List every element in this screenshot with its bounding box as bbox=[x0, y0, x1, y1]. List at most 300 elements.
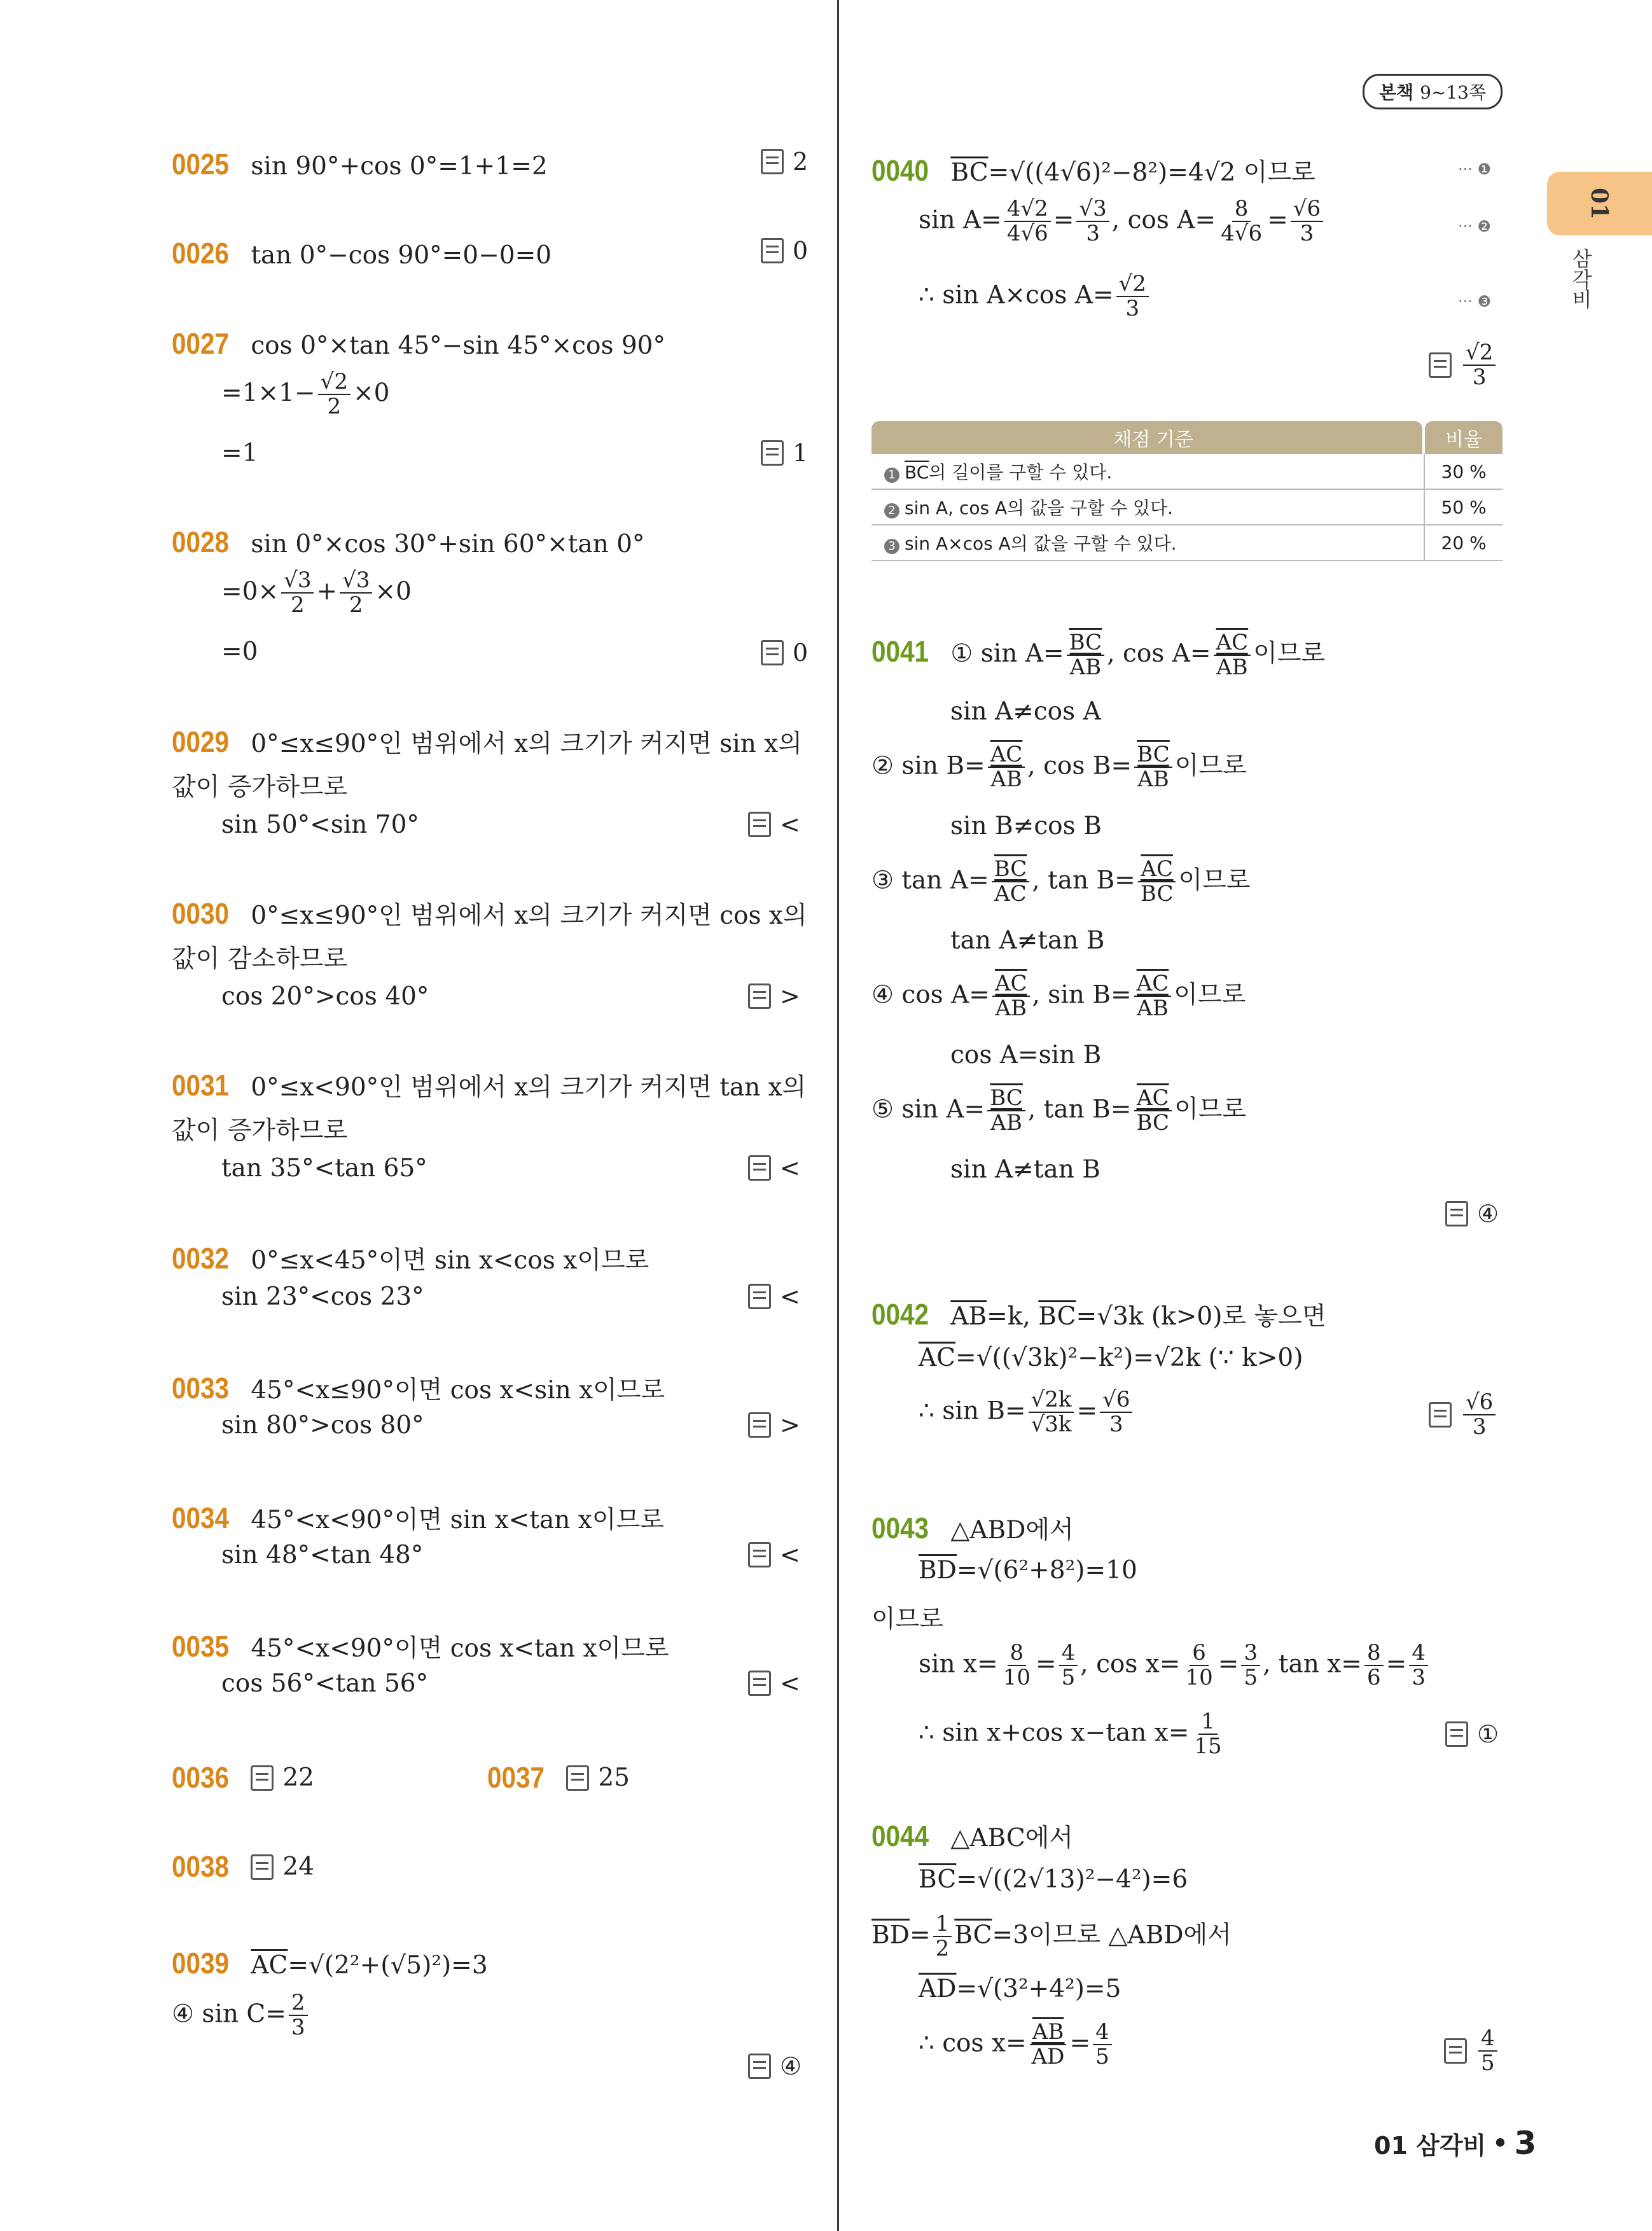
chapter-tab-title: 삼각비 bbox=[1569, 248, 1593, 309]
fraction bbox=[1134, 1087, 1172, 1136]
denominator: AC bbox=[994, 881, 1027, 907]
text: , cos B= bbox=[1027, 751, 1132, 781]
answer-0040 bbox=[1429, 341, 1498, 390]
denominator: 3 bbox=[1125, 296, 1140, 322]
answer-value: 1 bbox=[793, 439, 809, 467]
fraction bbox=[1138, 858, 1176, 907]
denominator: 3 bbox=[1109, 1412, 1123, 1438]
answer-value: > bbox=[780, 1411, 800, 1439]
text: = bbox=[1076, 1396, 1098, 1426]
text: , cos x= bbox=[1080, 1650, 1181, 1679]
problem-number: 0028 bbox=[172, 525, 230, 559]
text: △ABC에서 bbox=[950, 1824, 1074, 1852]
solution-line: sin A≠tan B bbox=[950, 1155, 1100, 1184]
problem-number: 0032 bbox=[172, 1242, 230, 1275]
answer-icon bbox=[748, 1155, 771, 1181]
solution-line bbox=[871, 1087, 1246, 1136]
solution-line: cos A=sin B bbox=[950, 1041, 1102, 1069]
answer-icon bbox=[748, 2054, 771, 2079]
problem-number: 0040 bbox=[871, 154, 929, 187]
solution-line: sin 23°<cos 23° bbox=[221, 1282, 424, 1311]
fraction bbox=[1134, 743, 1172, 792]
text: ∴ sin B= bbox=[919, 1396, 1026, 1426]
answer-value: 24 bbox=[282, 1852, 314, 1881]
problem-number: 0038 bbox=[172, 1850, 230, 1883]
segment: $\overline{BD}$ bbox=[871, 1921, 910, 1950]
solution-text: 0°≤x<90°인 범위에서 x의 크기가 커지면 tan x의 bbox=[251, 1073, 807, 1102]
solution-line bbox=[919, 1556, 1137, 1585]
text: ① sin A= bbox=[950, 639, 1064, 668]
text: , tan B= bbox=[1027, 1095, 1132, 1124]
text: ∴ sin A×cos A= bbox=[919, 281, 1114, 310]
problem-0039 bbox=[172, 1940, 488, 1987]
numerator: 4 bbox=[1409, 1641, 1428, 1666]
answer-icon bbox=[761, 640, 784, 665]
solution-line: cos 56°<tan 56° bbox=[221, 1669, 429, 1698]
problem-0041 bbox=[871, 629, 1325, 679]
answer-icon bbox=[1429, 1402, 1452, 1428]
numerator: 1 bbox=[1198, 1710, 1218, 1735]
numerator: 8 bbox=[1232, 197, 1251, 222]
segment: $\overline{BC}$ bbox=[919, 1865, 957, 1894]
answer-value: 0 bbox=[793, 237, 809, 265]
solution-text: 0°≤x≤90°인 범위에서 x의 크기가 커지면 cos x의 bbox=[251, 901, 807, 930]
problem-0025 bbox=[172, 141, 548, 188]
header-criteria: 채점 기준 bbox=[871, 421, 1422, 454]
table-row bbox=[871, 454, 1503, 490]
answer-icon bbox=[1445, 1201, 1468, 1227]
answer-icon bbox=[748, 1671, 771, 1696]
page-number: 3 bbox=[1514, 2125, 1537, 2162]
text: ×0 bbox=[352, 379, 390, 408]
answer-value: ④ bbox=[1477, 1200, 1499, 1228]
denominator: 5 bbox=[1481, 2050, 1495, 2076]
problem-number: 0043 bbox=[871, 1512, 929, 1545]
problem-number: 0026 bbox=[172, 237, 230, 270]
page-footer bbox=[1374, 2125, 1536, 2162]
answer-0031 bbox=[748, 1154, 800, 1182]
answer-icon bbox=[761, 238, 784, 263]
problem-0026 bbox=[172, 230, 552, 277]
segment: $\overline{BC}$ bbox=[905, 462, 929, 483]
answer-value: ① bbox=[1477, 1720, 1499, 1748]
denominator: 3 bbox=[1412, 1665, 1426, 1691]
segment: $\overline{AC}$ bbox=[919, 1344, 956, 1372]
fraction bbox=[1134, 972, 1172, 1021]
numerator: √2 bbox=[1463, 341, 1496, 366]
text: =√3k (k>0)로 놓으면 bbox=[1076, 1302, 1326, 1331]
numerator: $\overline{BC}$ bbox=[987, 1087, 1025, 1111]
text: =1×1− bbox=[221, 379, 316, 408]
text: ④ cos A= bbox=[871, 980, 990, 1010]
text: sin A= bbox=[919, 205, 1002, 235]
denominator: 3 bbox=[1300, 221, 1314, 247]
text: = bbox=[1218, 1650, 1239, 1679]
solution-line: 값이 증가하므로 bbox=[172, 1116, 348, 1145]
text: =√((√3k)²−k²)=√2k (∵ k>0) bbox=[955, 1344, 1303, 1372]
solution-line: 이므로 bbox=[871, 1605, 944, 1634]
fraction bbox=[1067, 631, 1105, 680]
chapter-number: 01 bbox=[1586, 187, 1613, 220]
denominator: 2 bbox=[935, 1936, 950, 1962]
numerator: $\overline{AC}$ bbox=[1134, 972, 1172, 997]
solution-line: cos 20°>cos 40° bbox=[221, 982, 429, 1011]
denominator: 5 bbox=[1244, 1665, 1258, 1691]
answer-icon bbox=[761, 149, 784, 174]
denominator: AB bbox=[1137, 996, 1169, 1022]
solution-text: sin 90°+cos 0°=1+1=2 bbox=[251, 152, 548, 181]
answer-icon bbox=[748, 983, 771, 1009]
solution-line bbox=[871, 972, 1246, 1021]
solution-line bbox=[919, 1710, 1227, 1759]
problem-0034 bbox=[172, 1495, 664, 1542]
denominator: 2 bbox=[327, 394, 342, 420]
denominator: 2 bbox=[349, 592, 363, 618]
text: sin x= bbox=[919, 1650, 998, 1679]
answer-0032 bbox=[748, 1282, 800, 1310]
numerator: 8 bbox=[1008, 1641, 1027, 1666]
numerator: $\overline{AC}$ bbox=[1138, 858, 1176, 882]
criteria-text: 의 길이를 구할 수 있다. bbox=[929, 462, 1113, 483]
answer-0034 bbox=[748, 1541, 800, 1569]
answer-icon bbox=[748, 1542, 771, 1567]
solution-text: sin 0°×cos 30°+sin 60°×tan 0° bbox=[251, 530, 645, 559]
text: =√(3²+4²)=5 bbox=[956, 1975, 1121, 2003]
problem-number: 0033 bbox=[172, 1372, 230, 1405]
numerator: 3 bbox=[1241, 1641, 1260, 1666]
text: =√((2√13)²−4²)=6 bbox=[956, 1865, 1188, 1894]
solution-text: tan 0°−cos 90°=0−0=0 bbox=[251, 241, 552, 270]
problem-number: 0027 bbox=[172, 327, 230, 360]
text: , tan x= bbox=[1263, 1650, 1362, 1679]
solution-text: 45°<x<90°이면 cos x<tan x이므로 bbox=[251, 1634, 669, 1663]
solution-line bbox=[172, 1991, 310, 2040]
segment: $\overline{AD}$ bbox=[919, 1975, 957, 2003]
solution-line bbox=[871, 743, 1247, 792]
denominator: AB bbox=[1216, 655, 1248, 680]
text: = bbox=[909, 1921, 931, 1950]
numerator: $\overline{AB}$ bbox=[1030, 2020, 1067, 2045]
solution-line bbox=[919, 2020, 1114, 2069]
text: , tan B= bbox=[1032, 866, 1135, 895]
answer-value: 2 bbox=[793, 148, 809, 176]
solution-line: sin 48°<tan 48° bbox=[221, 1541, 424, 1569]
fraction bbox=[1409, 1641, 1428, 1690]
problem-0036 bbox=[172, 1755, 314, 1802]
fraction bbox=[1076, 197, 1109, 246]
numerator: $\overline{AC}$ bbox=[1214, 631, 1251, 656]
fraction bbox=[1241, 1641, 1260, 1690]
text: ∴ cos x= bbox=[919, 2029, 1027, 2058]
denominator: 2 bbox=[291, 592, 305, 618]
text: = bbox=[1035, 1650, 1057, 1679]
problem-0031 bbox=[172, 1062, 806, 1109]
text: 이므로 bbox=[1174, 751, 1247, 781]
fraction bbox=[1478, 2027, 1497, 2076]
denominator: 3 bbox=[1472, 1414, 1487, 1440]
answer-0039 bbox=[748, 2052, 802, 2080]
answer-0029 bbox=[748, 810, 800, 838]
answer-icon bbox=[748, 1412, 771, 1438]
answer-0043 bbox=[1445, 1720, 1499, 1748]
marker-3: ··· ❸ bbox=[1458, 293, 1492, 310]
ratio-cell: 50 % bbox=[1424, 490, 1503, 524]
solution-line: 값이 증가하므로 bbox=[172, 773, 348, 802]
answer-icon bbox=[566, 1765, 589, 1791]
problem-number: 0042 bbox=[871, 1298, 929, 1331]
numerator: 2 bbox=[289, 1991, 308, 2016]
answer-0028 bbox=[761, 639, 808, 667]
denominator: √3k bbox=[1031, 1412, 1072, 1438]
numerator: $\overline{BC}$ bbox=[1134, 743, 1172, 768]
problem-0032 bbox=[172, 1235, 649, 1282]
answer-icon bbox=[1429, 352, 1452, 378]
solution-text: 0°≤x≤90°인 범위에서 x의 크기가 커지면 sin x의 bbox=[251, 730, 802, 758]
denominator: AB bbox=[995, 996, 1027, 1022]
denominator: 4√6 bbox=[1221, 221, 1263, 247]
answer-0044 bbox=[1444, 2027, 1500, 2076]
solution-line bbox=[919, 1865, 1188, 1894]
numerator: √3 bbox=[1076, 197, 1109, 222]
denominator: BC bbox=[1136, 1110, 1170, 1136]
answer-0035 bbox=[748, 1669, 800, 1697]
solution-line: sin B≠cos B bbox=[950, 812, 1102, 840]
solution-text: =√((4√6)²−8²)=4√2 이므로 bbox=[988, 158, 1315, 187]
text: , cos A= bbox=[1107, 639, 1211, 668]
fraction bbox=[992, 972, 1030, 1021]
answer-0026 bbox=[761, 237, 808, 265]
answer-value: > bbox=[780, 982, 800, 1010]
problem-0027 bbox=[172, 321, 665, 368]
text: , cos A= bbox=[1111, 205, 1216, 235]
text: 이므로 bbox=[1174, 980, 1246, 1010]
answer-icon bbox=[1445, 1721, 1468, 1747]
marker-1: ··· ❶ bbox=[1458, 160, 1492, 178]
fraction bbox=[988, 743, 1025, 792]
fraction bbox=[1291, 197, 1323, 246]
answer-value: < bbox=[780, 1282, 800, 1310]
fraction bbox=[1001, 1641, 1033, 1690]
solution-line bbox=[871, 858, 1251, 907]
answer-0033 bbox=[748, 1411, 800, 1439]
fraction bbox=[1029, 1388, 1074, 1437]
problem-number: 0037 bbox=[487, 1761, 545, 1794]
solution-line bbox=[221, 569, 412, 618]
denominator: AB bbox=[1137, 767, 1169, 793]
table-header bbox=[871, 421, 1503, 454]
numerator: √2k bbox=[1029, 1388, 1074, 1413]
table-row bbox=[871, 525, 1503, 561]
table-row bbox=[871, 490, 1503, 525]
problem-0042 bbox=[871, 1291, 1326, 1338]
text: =√(6²+8²)=10 bbox=[956, 1556, 1137, 1585]
answer-icon bbox=[251, 1765, 274, 1791]
text: =0× bbox=[221, 577, 279, 606]
criteria-cell bbox=[871, 530, 1424, 555]
answer-0025 bbox=[761, 148, 808, 176]
answer-0030 bbox=[748, 982, 800, 1010]
numerator: 4√2 bbox=[1004, 197, 1051, 222]
numerator: $\overline{BC}$ bbox=[992, 858, 1030, 882]
numerator: $\overline{AC}$ bbox=[988, 743, 1025, 768]
problem-number: 0041 bbox=[871, 635, 929, 668]
solution-line bbox=[919, 1975, 1121, 2003]
solution-line: tan 35°<tan 65° bbox=[221, 1154, 427, 1183]
answer-0041 bbox=[1445, 1200, 1499, 1228]
solution-line: =0 bbox=[221, 637, 258, 666]
answer-icon bbox=[251, 1854, 274, 1880]
circle-number-icon: 1 bbox=[884, 468, 899, 483]
text: ×0 bbox=[375, 577, 412, 606]
numerator: √2 bbox=[1116, 272, 1149, 297]
text: = bbox=[1053, 205, 1074, 235]
page-range-badge bbox=[1363, 74, 1503, 109]
problem-number: 0034 bbox=[172, 1501, 230, 1534]
answer-value: < bbox=[780, 1541, 800, 1569]
denominator: 4√6 bbox=[1006, 221, 1048, 247]
numerator: 4 bbox=[1478, 2027, 1497, 2052]
book-label: 본책 bbox=[1378, 82, 1414, 103]
denominator: 5 bbox=[1095, 2044, 1109, 2070]
denominator: BC bbox=[1140, 881, 1174, 907]
problem-number: 0036 bbox=[172, 1761, 230, 1794]
solution-text: 0°≤x<45°이면 sin x<cos x이므로 bbox=[251, 1246, 649, 1275]
fraction bbox=[987, 1087, 1025, 1136]
problem-0040 bbox=[871, 148, 1315, 195]
circle-number-icon: 3 bbox=[884, 539, 899, 554]
segment: $\overline{BD}$ bbox=[919, 1556, 957, 1585]
answer-value: < bbox=[780, 1154, 800, 1182]
numerator: $\overline{BC}$ bbox=[1067, 631, 1105, 656]
text: ④ sin C= bbox=[172, 1999, 286, 2029]
circle-number-icon: 2 bbox=[884, 503, 899, 518]
text: + bbox=[316, 577, 338, 606]
fraction bbox=[1463, 341, 1496, 390]
solution-line bbox=[919, 1641, 1431, 1690]
fraction bbox=[1093, 2020, 1112, 2069]
fraction bbox=[1100, 1388, 1132, 1437]
fraction bbox=[1463, 1391, 1496, 1440]
denominator: AB bbox=[990, 1110, 1022, 1136]
fraction bbox=[1218, 197, 1265, 246]
problem-0038 bbox=[172, 1844, 314, 1891]
criteria-cell bbox=[871, 494, 1424, 520]
problem-number: 0030 bbox=[172, 897, 230, 930]
denominator: AB bbox=[990, 767, 1022, 793]
ratio-cell: 20 % bbox=[1424, 525, 1503, 560]
criteria-text: sin A×cos A의 값을 구할 수 있다. bbox=[905, 533, 1177, 554]
denominator: 5 bbox=[1061, 1665, 1076, 1691]
fraction bbox=[289, 1991, 308, 2040]
criteria-cell bbox=[871, 459, 1424, 484]
problem-0044 bbox=[871, 1813, 1073, 1860]
numerator: 4 bbox=[1093, 2020, 1112, 2045]
numerator: $\overline{AC}$ bbox=[1134, 1087, 1172, 1111]
denominator: 10 bbox=[1003, 1665, 1031, 1691]
problem-0043 bbox=[871, 1505, 1074, 1552]
solution-line: 값이 감소하므로 bbox=[172, 945, 348, 973]
solution-line bbox=[919, 272, 1151, 321]
problem-number: 0035 bbox=[172, 1630, 230, 1663]
text: =k, bbox=[987, 1302, 1039, 1331]
text: = bbox=[1385, 1650, 1407, 1679]
answer-icon bbox=[761, 440, 784, 466]
numerator: √3 bbox=[340, 569, 372, 594]
answer-0042 bbox=[1429, 1391, 1498, 1440]
answer-value: 0 bbox=[793, 639, 809, 667]
answer-value: ④ bbox=[780, 2052, 802, 2080]
numerator: √6 bbox=[1291, 197, 1323, 222]
fraction bbox=[1214, 631, 1251, 680]
fraction bbox=[1191, 1710, 1224, 1759]
text: ③ tan A= bbox=[871, 866, 989, 895]
answer-icon bbox=[748, 812, 771, 837]
problem-0037 bbox=[487, 1755, 630, 1802]
footer-bullet: • bbox=[1492, 2129, 1508, 2157]
marker-2: ··· ❷ bbox=[1458, 218, 1492, 235]
numerator: 4 bbox=[1059, 1641, 1078, 1666]
text: △ABD에서 bbox=[950, 1516, 1074, 1545]
numerator: $\overline{AC}$ bbox=[992, 972, 1030, 997]
solution-line bbox=[871, 1912, 1232, 1961]
fraction bbox=[318, 370, 351, 419]
problem-0029 bbox=[172, 719, 802, 766]
solution-text: 45°<x<90°이면 sin x<tan x이므로 bbox=[251, 1506, 664, 1534]
problem-number: 0031 bbox=[172, 1069, 230, 1102]
text: = bbox=[1069, 2029, 1091, 2058]
text: ② sin B= bbox=[871, 751, 985, 781]
answer-icon bbox=[748, 1284, 771, 1309]
fraction bbox=[1183, 1641, 1215, 1690]
solution-line bbox=[919, 197, 1326, 246]
denominator: 6 bbox=[1366, 1665, 1381, 1691]
fraction bbox=[1029, 2020, 1067, 2069]
scoring-table bbox=[871, 421, 1503, 561]
text: , sin B= bbox=[1032, 980, 1132, 1010]
problem-0028 bbox=[172, 519, 644, 566]
segment: $\overline{AB}$ bbox=[950, 1302, 987, 1331]
solution-line bbox=[919, 1388, 1135, 1437]
numerator: √2 bbox=[318, 370, 351, 395]
text: ∴ sin x+cos x−tan x= bbox=[919, 1718, 1190, 1748]
page-range: 9~13쪽 bbox=[1420, 82, 1487, 103]
fraction bbox=[1116, 272, 1149, 321]
text: 이므로 bbox=[1174, 1095, 1247, 1124]
denominator: 3 bbox=[1086, 221, 1100, 247]
text: =3이므로 △ABD에서 bbox=[992, 1921, 1232, 1950]
numerator: 8 bbox=[1364, 1641, 1384, 1666]
header-ratio: 비율 bbox=[1425, 421, 1503, 454]
solution-line: sin A≠cos A bbox=[950, 697, 1101, 726]
solution-line: sin 50°<sin 70° bbox=[221, 810, 419, 839]
problem-0030 bbox=[172, 891, 807, 938]
chapter-tab[interactable] bbox=[1547, 172, 1652, 235]
fraction bbox=[1059, 1641, 1078, 1690]
answer-value: < bbox=[780, 1669, 800, 1697]
segment: $\overline{AC}$ bbox=[251, 1951, 288, 1980]
numerator: √6 bbox=[1100, 1388, 1132, 1413]
text: = bbox=[1267, 205, 1288, 235]
segment: $\overline{BC}$ bbox=[954, 1921, 992, 1950]
denominator: AB bbox=[1069, 655, 1102, 680]
solution-text: 45°<x≤90°이면 cos x<sin x이므로 bbox=[251, 1376, 665, 1405]
criteria-text: sin A, cos A의 값을 구할 수 있다. bbox=[905, 497, 1174, 518]
ratio-cell: 30 % bbox=[1424, 454, 1503, 489]
numerator: 6 bbox=[1190, 1641, 1209, 1666]
segment: $\overline{BC}$ bbox=[1038, 1302, 1076, 1331]
answer-0027 bbox=[761, 439, 808, 467]
numerator: √6 bbox=[1463, 1391, 1496, 1415]
